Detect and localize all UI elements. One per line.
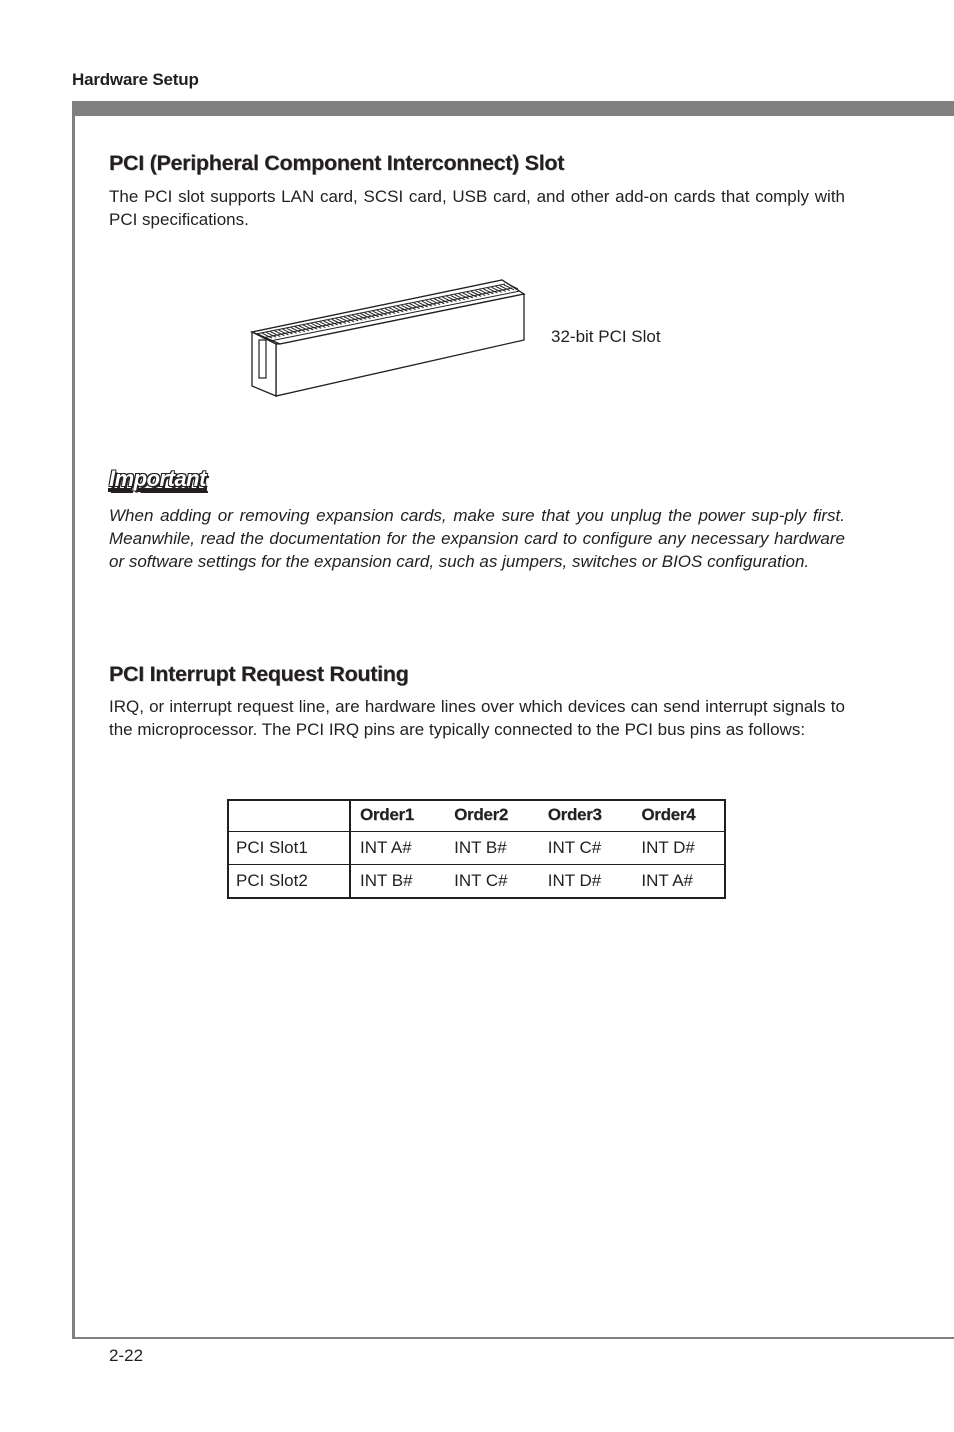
irq-section: [109, 662, 845, 687]
bottom-rule: [72, 1337, 954, 1339]
header-bar: [72, 101, 954, 116]
pci-section: [109, 151, 845, 176]
pci-section-title: PCI (Peripheral Component Interconnect) Slot: [109, 151, 565, 175]
table-header-row: [227, 799, 726, 832]
table-cell: PCI Slot1: [227, 832, 350, 865]
slot-caption: 32-bit PCI Slot: [551, 327, 661, 346]
left-margin-rule: [72, 101, 75, 1339]
table-header-cell: [227, 799, 350, 832]
table-cell: INT C#: [539, 832, 633, 865]
table-cell: INT A#: [350, 832, 445, 865]
table-row: [227, 832, 726, 865]
table-cell: INT B#: [445, 832, 539, 865]
important-note-text: When adding or removing expansion cards, make sure that you unplug the power sup-ply first. Meanwhile, read the documentation for the expansion card to configure any necessary hardware or software settings for the expansion card, such as jumpers, switches or BIOS configuration.: [109, 506, 845, 571]
table-header-cell: Order2: [454, 805, 509, 824]
table-row: [227, 865, 726, 898]
slot-end-face: [252, 332, 276, 396]
page-header-title: Hardware Setup: [72, 70, 199, 89]
irq-section-title: PCI Interrupt Request Routing: [109, 662, 409, 686]
pci-slot-illustration: [250, 272, 530, 402]
table-cell: PCI Slot2: [227, 865, 350, 898]
table-cell: INT D#: [539, 865, 633, 898]
important-heading: Important: [109, 466, 206, 491]
table-header-cell: Order4: [641, 805, 696, 824]
page-number: 2-22: [109, 1346, 144, 1365]
pci-section-body: The PCI slot supports LAN card, SCSI card, USB card, and other add-on cards that comply with PCI specifications.: [109, 187, 845, 229]
table-header-cell: Order1: [360, 805, 414, 824]
table-header-cell: Order3: [547, 805, 602, 824]
irq-section-body: IRQ, or interrupt request line, are hardware lines over which devices can send interrupt signals to the microprocessor. The PCI IRQ pins are typically connected to the PCI bus pins as follows:: [109, 697, 845, 739]
irq-routing-table: [227, 799, 726, 897]
table-cell: INT D#: [632, 832, 726, 865]
table-cell: INT B#: [350, 865, 445, 898]
table-cell: INT A#: [632, 865, 726, 898]
table-cell: INT C#: [445, 865, 539, 898]
